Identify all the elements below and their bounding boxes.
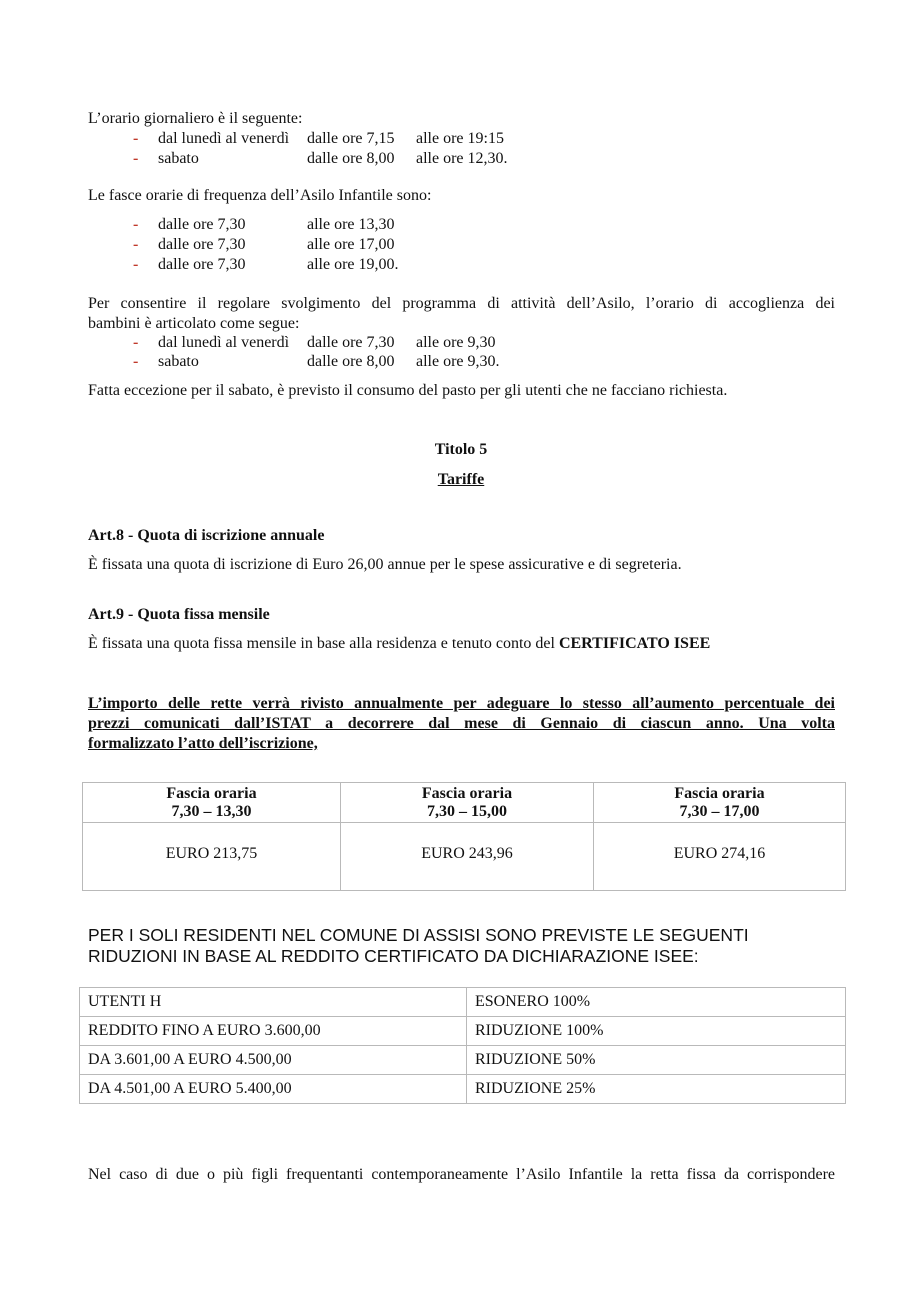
art9-text-plain: È fissata una quota fissa mensile in base alla residenza e tenuto conto del bbox=[88, 635, 559, 652]
fee-band-label: Fascia oraria bbox=[674, 784, 765, 802]
reduction-income: UTENTI H bbox=[80, 988, 467, 1017]
reduction-benefit: ESONERO 100% bbox=[467, 988, 846, 1017]
reception-from: dalle ore 7,30 bbox=[307, 334, 395, 351]
section-subtitle: Tariffe bbox=[437, 471, 485, 488]
schedule-from: dalle ore 7,15 bbox=[307, 130, 395, 147]
reduction-income: DA 4.501,00 A EURO 5.400,00 bbox=[80, 1075, 467, 1104]
band-to: alle ore 13,30 bbox=[307, 216, 395, 233]
fee-header-cell bbox=[83, 783, 341, 823]
reception-from: dalle ore 8,00 bbox=[307, 353, 395, 370]
band-from: dalle ore 7,30 bbox=[158, 216, 246, 233]
reduction-row bbox=[80, 1017, 846, 1046]
fee-band-label: Fascia oraria bbox=[166, 784, 257, 802]
bullet-dash: - bbox=[133, 216, 139, 233]
reception-line-1: Per consentire il regolare svolgimento del programma di attività dell’Asilo, l’orario di accoglienza dei bbox=[88, 295, 835, 312]
reduction-row bbox=[80, 988, 846, 1017]
bands-intro: Le fasce orarie di frequenza dell’Asilo Infantile sono: bbox=[88, 187, 432, 204]
reception-to: alle ore 9,30. bbox=[416, 353, 500, 370]
art9-text bbox=[88, 635, 710, 653]
schedule-day: dal lunedì al venerdì bbox=[158, 130, 290, 147]
schedule-to: alle ore 19:15 bbox=[416, 130, 504, 147]
bullet-dash: - bbox=[133, 353, 139, 370]
meal-note: Fatta eccezione per il sabato, è previsto il consumo del pasto per gli utenti che ne facciano richiesta. bbox=[88, 382, 728, 399]
fee-header-cell bbox=[341, 783, 594, 823]
notice-line-2: prezzi comunicati dall’ISTAT a decorrere dal mese di Gennaio di ciascun anno. Una volta bbox=[88, 715, 835, 732]
fee-band-range: 7,30 – 13,30 bbox=[171, 802, 252, 820]
art8-text: È fissata una quota di iscrizione di Euro 26,00 annue per le spese assicurative e di segreteria. bbox=[88, 556, 682, 573]
art8-heading: Art.8 - Quota di iscrizione annuale bbox=[88, 527, 325, 544]
band-from: dalle ore 7,30 bbox=[158, 256, 246, 273]
art9-heading: Art.9 - Quota fissa mensile bbox=[88, 606, 270, 623]
art9-text-bold: CERTIFICATO ISEE bbox=[558, 635, 711, 652]
bullet-dash: - bbox=[133, 130, 139, 147]
reduction-income: DA 3.601,00 A EURO 4.500,00 bbox=[80, 1046, 467, 1075]
fee-header-cell bbox=[594, 783, 846, 823]
siblings-text: Nel caso di due o più figli frequentanti contemporaneamente l’Asilo Infantile la retta fissa da corrispondere bbox=[88, 1166, 835, 1183]
schedule-to: alle ore 12,30. bbox=[416, 150, 508, 167]
reduction-row bbox=[80, 1046, 846, 1075]
notice-line-1: L’importo delle rette verrà rivisto annualmente per adeguare lo stesso all’aumento percentuale dei bbox=[88, 695, 835, 712]
reduction-benefit: RIDUZIONE 100% bbox=[467, 1017, 846, 1046]
reduction-row bbox=[80, 1075, 846, 1104]
reduction-benefit: RIDUZIONE 25% bbox=[467, 1075, 846, 1104]
residents-line-1: PER I SOLI RESIDENTI NEL COMUNE DI ASSISI SONO PREVISTE LE SEGUENTI bbox=[88, 925, 749, 945]
notice-line-3: formalizzato l’atto dell’iscrizione, bbox=[88, 735, 318, 752]
reduction-benefit: RIDUZIONE 50% bbox=[467, 1046, 846, 1075]
schedule-intro: L’orario giornaliero è il seguente: bbox=[88, 110, 303, 127]
reception-day: sabato bbox=[158, 353, 199, 370]
fee-amount: EURO 213,75 bbox=[83, 823, 341, 891]
bullet-dash: - bbox=[133, 150, 139, 167]
band-to: alle ore 17,00 bbox=[307, 236, 395, 253]
reception-to: alle ore 9,30 bbox=[416, 334, 496, 351]
bullet-dash: - bbox=[133, 334, 139, 351]
fee-amount-row bbox=[83, 823, 846, 891]
fee-header-row bbox=[83, 783, 846, 823]
bullet-dash: - bbox=[133, 256, 139, 273]
fee-band-range: 7,30 – 15,00 bbox=[427, 802, 507, 820]
fee-band-range: 7,30 – 17,00 bbox=[679, 802, 760, 820]
reduction-table bbox=[79, 987, 846, 1104]
reduction-income: REDDITO FINO A EURO 3.600,00 bbox=[80, 1017, 467, 1046]
bullet-dash: - bbox=[133, 236, 139, 253]
fee-amount: EURO 274,16 bbox=[594, 823, 846, 891]
reception-line-2: bambini è articolato come segue: bbox=[88, 315, 300, 332]
band-from: dalle ore 7,30 bbox=[158, 236, 246, 253]
schedule-day: sabato bbox=[158, 150, 199, 167]
band-to: alle ore 19,00. bbox=[307, 256, 399, 273]
schedule-from: dalle ore 8,00 bbox=[307, 150, 395, 167]
residents-line-2: RIDUZIONI IN BASE AL REDDITO CERTIFICATO DA DICHIARAZIONE ISEE: bbox=[88, 946, 699, 966]
fee-amount: EURO 243,96 bbox=[341, 823, 594, 891]
fee-table bbox=[82, 782, 846, 891]
reception-day: dal lunedì al venerdì bbox=[158, 334, 290, 351]
section-title: Titolo 5 bbox=[434, 441, 488, 458]
fee-band-label: Fascia oraria bbox=[421, 784, 513, 802]
